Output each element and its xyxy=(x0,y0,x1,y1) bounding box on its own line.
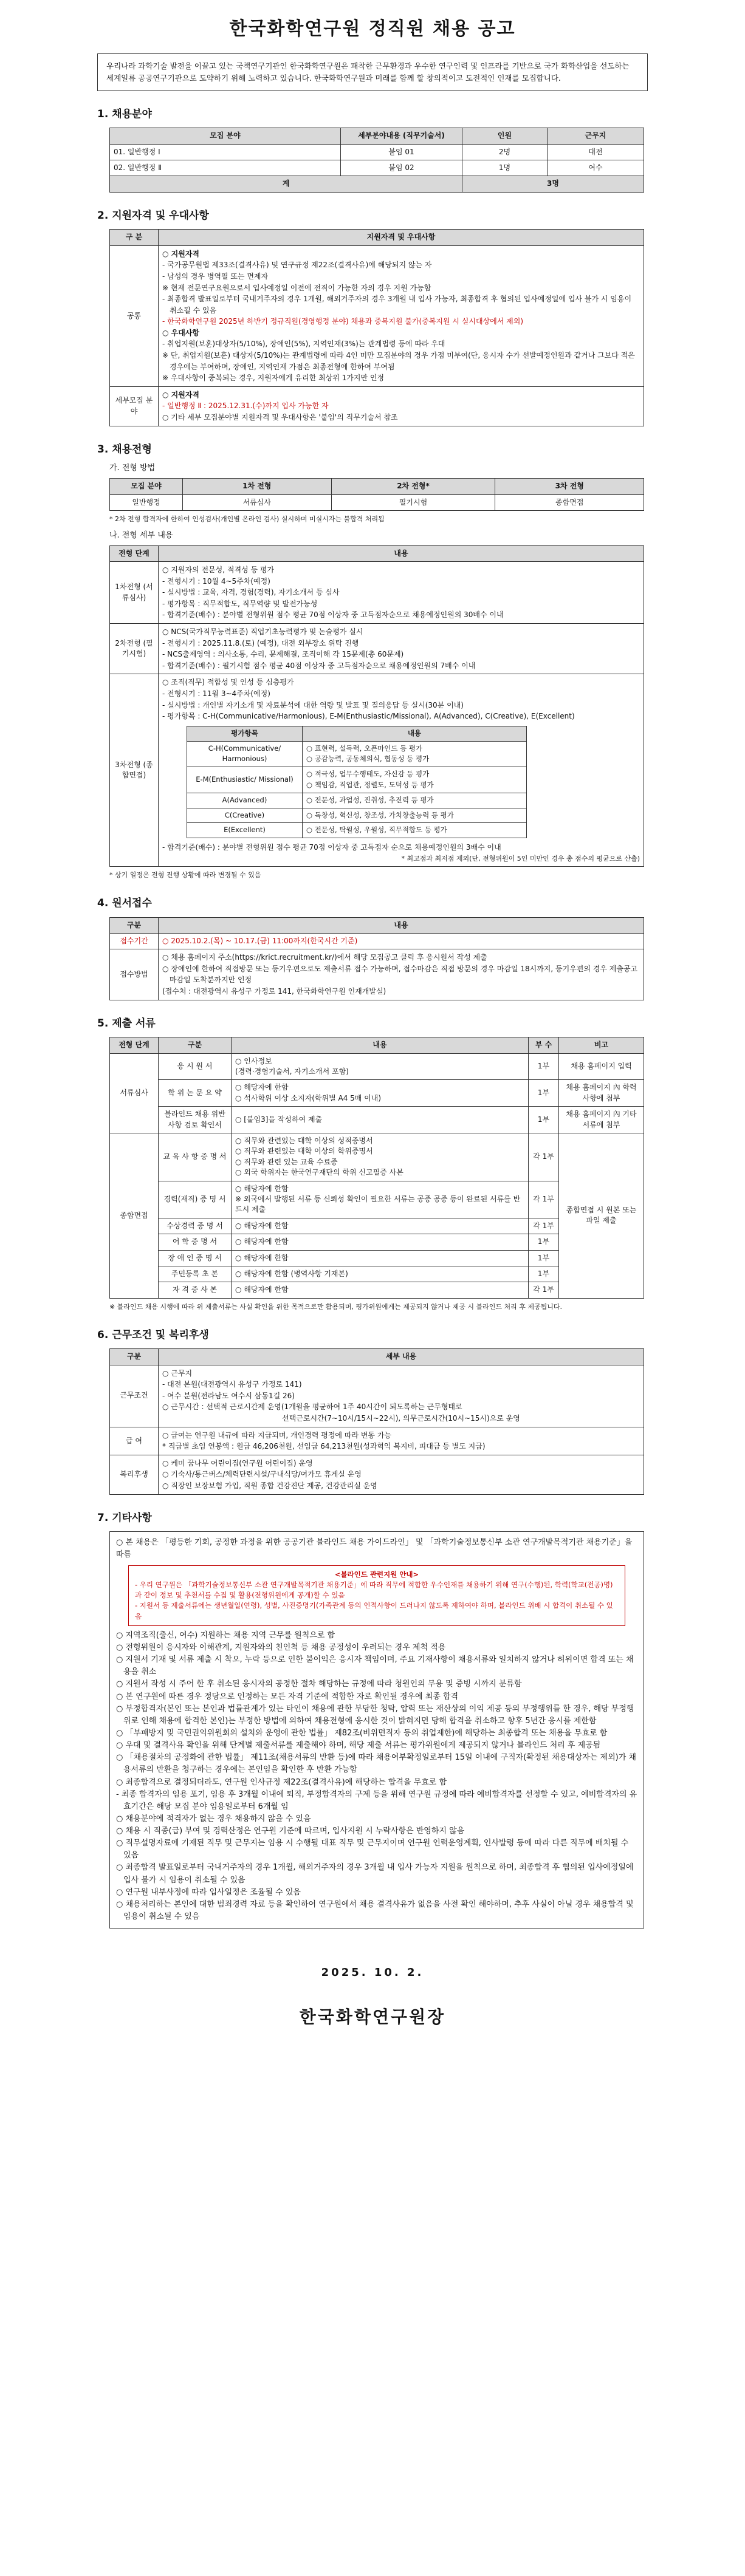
row-label: 공통 xyxy=(110,245,159,386)
cell: 경력(재직) 증 명 서 xyxy=(159,1181,232,1218)
common-qual-list xyxy=(162,248,640,384)
list-item: ○ 지원서 작성 시 주어 한 후 취소된 응시자의 공정한 절차 해당하는 규정에 따라 청원인의 무용 및 증빙 시까지 분류함 xyxy=(116,1679,522,1689)
cell: 서류심사 xyxy=(183,494,332,510)
detail-qual-list xyxy=(162,389,640,423)
cell: ○ 적극성, 업무수행태도, 자신감 등 평가 ○ 책임감, 직업관, 정렬도, 도덕성 등 평가 xyxy=(303,767,527,793)
cell: 채용 홈페이지 內 기타서류에 첨부 xyxy=(559,1107,644,1133)
row-label: 복리후생 xyxy=(110,1455,159,1494)
blind-notice-box xyxy=(128,1565,625,1626)
issuer-name: 한국화학연구원장 xyxy=(299,2007,446,2028)
list-item: - 남성의 경우 병역필 또는 면제자 xyxy=(162,272,269,281)
cell: 수상경력 증 명 서 xyxy=(159,1218,232,1234)
cell: 01. 일반행정 Ⅰ xyxy=(110,144,341,160)
list-item: - 대전 본원(대전광역시 유성구 가정로 141) xyxy=(162,1380,302,1389)
cell: 붙임 02 xyxy=(341,160,462,176)
cell: ○ 해당자에 한함 xyxy=(232,1218,529,1234)
col-header: 전형 단계 xyxy=(110,1037,159,1053)
list-item: ※ 현재 전문연구요원으로서 입사예정일 이전에 전직이 가능한 자의 경우 지원 가능함 xyxy=(162,283,431,292)
list-item: - 실시방법 : 교육, 자격, 경험(경력), 자기소개서 등 심사 xyxy=(162,588,340,597)
cell: 채용 홈페이지 內 학력사항에 첨부 xyxy=(559,1080,644,1107)
col-header: 내용 xyxy=(159,917,644,933)
col-header: 세부 내용 xyxy=(159,1349,644,1365)
list-item: - 평가항목 : 직무적합도, 직무역량 및 발전가능성 xyxy=(162,599,318,608)
col-header: 구분 xyxy=(110,917,159,933)
cell: 계 xyxy=(110,176,462,192)
col-header: 부 수 xyxy=(529,1037,559,1053)
list-item: ※ 단, 취업지원(보훈) 대상자(5/10%)는 관계법령에 따라 4인 미만 모집분야의 경우 가점 미부여(단, 응시자 수가 선발예정인원과 같거나 그보다 적은 경우에는 부여하며, 장애인, 지역인재 가점은 최종전형에 한하여 부여됨 xyxy=(162,351,635,371)
list-item: - 여수 분원(전라남도 여수시 삼동1길 26) xyxy=(162,1391,295,1400)
list-item: ○ 전형위원이 응시자와 이해관계, 지원자와의 친인척 등 채용 공정성이 우려되는 경우 제척 적용 xyxy=(116,1642,446,1652)
cell: ○ 인사정보 (경력·경험기술서, 자기소개서 포함) xyxy=(232,1053,529,1080)
list-item: ○ 급여는 연구원 내규에 따라 지급되며, 개인경력 평정에 따라 변동 가능 xyxy=(162,1430,392,1440)
cell: 2명 xyxy=(462,144,548,160)
intro-box: 우리나라 과학기술 발전을 이끌고 있는 국책연구기관인 한국화학연구원은 패착한 근무환경과 우수한 연구인력 및 인프라를 기반으로 국가 화학산업을 선도하는 세계일류 공공연구기관으로 도약하기 위해 노력하고 있습니다. 한국화학연구원과 미래를 함께 할 창의적이고 도전적인 인재를 모집합니다. xyxy=(97,53,648,91)
application-period: ○ 2025.10.2.(목) ~ 10.17.(금) 11:00까지(한국시간 기준) xyxy=(159,933,644,949)
paragraph: ○ 본 채용은 「평등한 기회, 공정한 과정을 위한 공공기관 블라인드 채용 가이드라인」 및 「과학기술정보통신부 소관 연구개발목적기관 채용기준」을 따름 xyxy=(116,1538,633,1560)
cell: 각 1부 xyxy=(529,1181,559,1218)
process-detail-table xyxy=(109,545,644,867)
cell: 일반행정 xyxy=(110,494,183,510)
cell: E-M(Enthusiastic/ Missional) xyxy=(187,767,303,793)
cell: 3명 xyxy=(462,176,644,192)
list-item: ○ 부정합격자(본인 또는 본인과 법률관계가 있는 타인이 채용에 관한 부당한 청탁, 압력 또는 재산상의 이익 제공 등의 부정행위를 한 경우, 해당 부정행위로 인해 채용에 합격한 본인)는 부정한 방법에 의하여 채용전형에 응시한 것이 밝혀지면 당해 합격을 취소하고 향후 5년간 응시를 제한함 xyxy=(116,1704,634,1726)
list-item: ○ 직무설명자료에 기재된 직무 및 근무지는 임용 시 수행될 대표 직무 및 근무지이며 연구원 인력운영계획, 인사발령 등에 따라 다른 직무에 배치될 수 있음 xyxy=(116,1839,629,1860)
col-header: 세부분야내용 (직무기술서) xyxy=(341,128,462,144)
list-item: ○ 채용 시 직종(급) 부여 및 경력산정은 연구원 기준에 따르며, 입사지원 시 누락사항은 반영하지 않음 xyxy=(116,1826,465,1836)
cell: ○ 해당자에 한함 ※ 외국에서 발행된 서류 등 신뢰성 확인이 필요한 서류는 공증 공증 등이 완료된 서류를 반드시 제출 xyxy=(232,1181,529,1218)
col-header: 2차 전형* xyxy=(331,479,495,494)
cell: 붙임 01 xyxy=(341,144,462,160)
row-label: 급 여 xyxy=(110,1427,159,1455)
cell: 교 육 사 항 증 명 서 xyxy=(159,1133,232,1181)
col-header: 지원자격 및 우대사항 xyxy=(159,230,644,245)
list-item: - 국가공무원법 제33조(결격사유) 및 연구규정 제22조(결격사유)에 해당되지 않는 자 xyxy=(162,261,432,270)
list-item: ○ 지역조직(출신, 여수) 지원하는 채용 지역 근무를 원칙으로 함 xyxy=(116,1630,335,1640)
col-header: 3차 전형 xyxy=(495,479,644,494)
col-header: 비고 xyxy=(559,1037,644,1053)
col-header: 구분 xyxy=(159,1037,232,1053)
notice-title: <블라인드 관련지원 안내> xyxy=(334,1570,419,1579)
qualification-table xyxy=(109,229,644,426)
col-header: 내용 xyxy=(303,726,527,741)
list-item: - 취업지원(보훈)대상자(5/10%), 장애인(5%), 지역인재(3%)는 관계법령 등에 따라 우대 xyxy=(162,340,445,349)
list-item: ○ 「채용절차의 공정화에 관한 법률」 제11조(채용서류의 반환 등)에 따라 채용여부확정일로부터 15일 이내에 구직자(확정된 채용대상자는 제외)가 채용서류의 반환을 청구하는 경우에는 본인임을 확인한 후 반환 가능함 xyxy=(116,1753,636,1775)
list-item: ○ 장애인에 한하여 직접방문 또는 등기우편으로도 제출서류 접수 가능하며, 접수마감은 직접 방문의 경우 마감일 18시까지, 등기우편의 경우 제출공고마감일 도착분까지만 인정 xyxy=(162,964,638,985)
list-item: ○ NCS(국가직무능력표준) 직업기초능력평가 및 논술평가 실시 xyxy=(162,627,363,637)
list-item: - 최종 합격자의 임용 포기, 임용 후 3개월 이내에 퇴직, 부정합격자의 구제 등을 위해 연구원 규정에 따라 예비합격자를 선정할 수 있고, 예비합격자의 유효기간은 해당 모집 분야 임용일로부터 6개월 임 xyxy=(116,1789,637,1811)
list-item: ○ 근무지 xyxy=(162,1368,193,1378)
cell: 대전 xyxy=(548,144,644,160)
list-item: ○ 최종합격으로 결정되더라도, 연구원 인사규정 제22조(결격사유)에 해당하는 합격을 무효로 함 xyxy=(116,1777,447,1787)
cell: 1부 xyxy=(529,1053,559,1080)
cell: 종합면접 시 원본 또는 파일 제출 xyxy=(559,1133,644,1299)
row-label: 접수방법 xyxy=(110,949,159,1000)
cell: 1부 xyxy=(529,1250,559,1266)
cell: ○ 해당자에 한함 xyxy=(232,1282,529,1298)
row-label: 1차전형 (서류심사) xyxy=(110,562,159,624)
list-item: ○ 우대사항 xyxy=(162,328,200,337)
cell: 주민등록 초 본 xyxy=(159,1266,232,1282)
list-item: - 평가항목 : C-H(Communicative/Harmonious), E-M(Enthusiastic/Missional), A(Advanced), C(Creative), E(Excellent) xyxy=(162,712,575,721)
cell: E(Excellent) xyxy=(187,823,303,838)
list-item: * 직급별 초임 연봉액 : 원급 46,206천원, 선임급 64,213천원(성과혁익 복지비, 피대금 등 별도 지급) xyxy=(162,1442,486,1451)
cell: ○ 해당자에 한함 ○ 석사학위 이상 소지자(학위별 A4 5매 이내) xyxy=(232,1080,529,1107)
subheading: 가. 전형 방법 xyxy=(109,463,156,473)
section-7-title: 7. 기타사항 xyxy=(97,1511,152,1524)
cell: 종합면접 xyxy=(495,494,644,510)
list-item: ○ 지원자격 xyxy=(162,249,200,258)
cell: 필기시험 xyxy=(331,494,495,510)
section-1-title: 1. 채용분야 xyxy=(97,108,152,120)
list-item: ○ 조직(직무) 적합성 및 인성 등 심층평가 xyxy=(162,678,294,687)
cell: ○ 해당자에 한함 xyxy=(232,1234,529,1250)
section-4-title: 4. 원서접수 xyxy=(97,897,152,909)
col-header: 평가항목 xyxy=(187,726,303,741)
cell: 1부 xyxy=(529,1107,559,1133)
cell: 블라인드 채용 위반 사항 검토 확인서 xyxy=(159,1107,232,1133)
cell: ○ 해당자에 한함 xyxy=(232,1250,529,1266)
cell: C-H(Communicative/ Harmonious) xyxy=(187,741,303,767)
other-info-list xyxy=(116,1630,637,1923)
cell: 장 애 인 증 명 서 xyxy=(159,1250,232,1266)
cell: ○ 전문성, 과업성, 진취성, 추진력 등 평가 xyxy=(303,793,527,808)
cell: C(Creative) xyxy=(187,808,303,823)
documents-table xyxy=(109,1037,644,1298)
cell: ○ 독창성, 혁신성, 창조성, 가치창출능력 등 평가 xyxy=(303,808,527,823)
row-label: 2차전형 (필기시험) xyxy=(110,624,159,674)
col-header: 근무지 xyxy=(548,128,644,144)
notice-body: - 우리 연구원은 「과학기술정보통신부 소관 연구개발목적기관 채용기준」에 따라 직무에 적합한 우수인재를 채용하기 위해 연구(수행)된, 학력(학교(전공)명)과 같이 정보 및 추천서를 수집 및 활용(전형위원에게 공개)할 수 있음 - 지원서 등 제출서류에는 생년월일(연령), 성별, 사진증명기(가족관계 등의 인적사항이 드러나지 않도록 제하여야 하며, 블라인드 위배 시 합격이 취소될 수 있음 xyxy=(135,1580,613,1621)
list-item: - 합격기준(배수) : 분야별 전형위원 점수 평균 70점 이상자 중 고득점자 순으로 채용예정인원의 3배수 이내 xyxy=(162,843,501,852)
list-item: ○ 케미 꿈나무 어린이집(연구원 어린이집) 운영 xyxy=(162,1458,313,1467)
page-title: 한국화학연구원 정직원 채용 공고 xyxy=(229,18,516,39)
cell: ○ 전문성, 탁월성, 우월성, 직무적합도 등 평가 xyxy=(303,823,527,838)
conditions-table xyxy=(109,1348,644,1494)
section-2-title: 2. 지원자격 및 우대사항 xyxy=(97,209,209,222)
cell: 응 시 원 서 xyxy=(159,1053,232,1080)
field-table xyxy=(109,128,644,193)
list-item: - 전형시기 : 11월 3~4주차(예정) xyxy=(162,689,270,699)
row-label: 근무조건 xyxy=(110,1365,159,1427)
cell: ○ 직무와 관련있는 대학 이상의 성적증명서 ○ 직무와 관련있는 대학 이상의 학위증명서 ○ 직무와 관련 있는 교육 수료증 ○ 외국 학위자는 한국연구재단의 학위 신고필증 사본 xyxy=(232,1133,529,1181)
list-item: - 최종합격 발표일로부터 국내거주자의 경우 1개월, 해외거주자의 경우 3개월 내 입사 가능자, 최종합격 후 협의된 입사예정일에 입사 불가 시 임용이 취소될 수 있음 xyxy=(162,295,632,315)
announcement-date: 2025. 10. 2. xyxy=(321,1966,424,1980)
list-item: ○ 지원자의 전문성, 적격성 등 평가 xyxy=(162,565,275,575)
list-item: ○ 근무시간 : 선택적 근로시간제 운영(1개월을 평균하여 1주 40시간이 되도록하는 근무형태로 xyxy=(162,1402,462,1412)
list-item: - 합격기준(배수) : 분야별 전형위원 점수 평균 70점 이상자 중 고득점자순으로 채용예정인원의 30배수 이내 xyxy=(162,610,504,620)
list-item: ※ 우대사항이 중복되는 경우, 지원자에게 유리한 최상위 1가지만 인정 xyxy=(162,374,385,383)
table-row xyxy=(110,160,644,176)
cell: 각 1부 xyxy=(529,1133,559,1181)
cell: ○ [붙임3]을 작성하여 제출 xyxy=(232,1107,529,1133)
cell: 여수 xyxy=(548,160,644,176)
footnote: * 2차 전형 합격자에 한하여 인성검사(개인별 온라인 검사) 실시하며 미실시자는 불합격 처리됨 xyxy=(109,514,385,523)
cell: 어 학 증 명 서 xyxy=(159,1234,232,1250)
table-row xyxy=(110,144,644,160)
footnote: * 상기 일정은 전형 진행 상황에 따라 변경될 수 있음 xyxy=(109,870,261,879)
cell: 1부 xyxy=(529,1266,559,1282)
list-item: - 합격기준(배수) : 필기시험 점수 평균 40점 이상자 중 고득점자순으로 채용예정인원의 7배수 이내 xyxy=(162,661,476,670)
list-item: ○ 본 연구원에 따른 경우 정당으로 인정하는 모든 자격 기준에 적합한 자로 확인될 경우에 최종 합격 xyxy=(116,1692,459,1701)
list-item: - 실시방법 : 개인별 자기소개 및 자료분석에 대한 역량 및 발표 및 질의응답 등 실시(30분 이내) xyxy=(162,700,464,709)
col-header: 1차 전형 xyxy=(183,479,332,494)
cell: A(Advanced) xyxy=(187,793,303,808)
process-table xyxy=(109,478,644,511)
row-label: 서류심사 xyxy=(110,1053,159,1133)
list-item: ○ 지원자격 xyxy=(162,390,200,399)
col-header: 구분 xyxy=(110,1349,159,1365)
list-item: ○ 기타 세부 모집분야별 지원자격 및 우대사항은 '붙임'의 직무기술서 참조 xyxy=(162,413,398,422)
section-6-title: 6. 근무조건 및 복리후생 xyxy=(97,1328,209,1341)
cell: 1부 xyxy=(529,1080,559,1107)
col-header: 인원 xyxy=(462,128,548,144)
list-item: ○ 채용분야에 적격자가 없는 경우 채용하지 않을 수 있음 xyxy=(116,1814,311,1823)
list-item: - 일반행정 Ⅱ : 2025.12.31.(수)까지 입사 가능한 자 xyxy=(162,401,329,411)
cell: 02. 일반행정 Ⅱ xyxy=(110,160,341,176)
list-item: (접수처 : 대전광역시 유성구 가정로 141, 한국화학연구원 인재개발실) xyxy=(162,987,386,996)
list-item: - 한국화학연구원 2025년 하반기 정규직원(경영행정 분야) 채용과 중복지원 불가(중복지원 시 실시대상에서 제외) xyxy=(162,317,524,326)
cell: 1부 xyxy=(529,1234,559,1250)
list-item: - 전형시기 : 10월 4~5주차(예정) xyxy=(162,576,270,586)
col-header: 내용 xyxy=(232,1037,529,1053)
criteria-table xyxy=(187,726,527,839)
list-item: ○ 채용 홈페이지 주소(https://krict.recruitment.kr/)에서 해당 모집공고 클릭 후 응시원서 작성 제출 xyxy=(162,953,487,962)
cell: 1명 xyxy=(462,160,548,176)
cell: 학 위 논 문 요 약 xyxy=(159,1080,232,1107)
list-item: ○ 최종합격 발표일로부터 국내거주자의 경우 1개월, 해외거주자의 경우 3개월 내 입사 가능자 지원을 원칙으로 하며, 최종합격 후 협의된 입사예정일에 입사 불가 시 임용이 취소될 수 있음 xyxy=(116,1863,634,1885)
row-label: 세부모집 분야 xyxy=(110,386,159,426)
cell: ○ 해당자에 한함 (병역사항 기재본) xyxy=(232,1266,529,1282)
col-header: 모집 분야 xyxy=(110,479,183,494)
list-item: - NCS출제영역 : 의사소통, 수리, 문제해결, 조직이해 각 15문제(총 60문제) xyxy=(162,650,404,659)
cell: 각 1부 xyxy=(529,1282,559,1298)
row-label: 접수기간 xyxy=(110,933,159,949)
section-3-title: 3. 채용전형 xyxy=(97,443,152,456)
col-header: 전형 단계 xyxy=(110,545,159,561)
list-item: ○ 채용처리하는 본인에 대한 범죄경력 자료 등을 확인하여 연구원에서 채용 결격사유가 없음을 사전 확인 해야하며, 추후 사실이 아닐 경우 채용합격 및 임용이 취소될 수 있음 xyxy=(116,1899,634,1922)
row-label: 3차전형 (종합면접) xyxy=(110,674,159,867)
footnote: * 최고점과 최저점 제외(단, 전형위원이 5인 미만인 경우 총 점수의 평균으로 산출) xyxy=(401,854,640,863)
subheading: 나. 전형 세부 내용 xyxy=(109,530,173,540)
cell: 각 1부 xyxy=(529,1218,559,1234)
col-header: 내용 xyxy=(159,545,644,561)
col-header: 구 분 xyxy=(110,230,159,245)
cell: 채용 홈페이지 입력 xyxy=(559,1053,644,1080)
other-info-box xyxy=(109,1531,644,1929)
col-header: 모집 분야 xyxy=(110,128,341,144)
row-label: 종합면접 xyxy=(110,1133,159,1299)
list-item: ○ 「부패방지 및 국민권익위원회의 설치와 운영에 관한 법률」 제82조(비위면직자 등의 취업제한)에 해당하는 최종합격 또는 채용을 무효로 함 xyxy=(116,1728,608,1738)
list-item: ○ 직장인 보장보험 가입, 직원 종합 건강진단 제공, 건강관리실 운영 xyxy=(162,1481,377,1491)
list-item: ○ 기숙사/통근버스/체력단련시설/구내식당/여가모 휴게실 운영 xyxy=(162,1470,362,1479)
section-5-title: 5. 제출 서류 xyxy=(97,1017,156,1030)
list-item: 선택근로시간(7~10시/15시~22시), 의무근로시간(10시~15시)으로 운영 xyxy=(282,1414,520,1423)
table-row xyxy=(110,494,644,510)
list-item: ○ 지원서 기재 및 서류 제출 시 착오, 누락 등으로 인한 불이익은 응시자 책임이며, 주요 기재사항이 채용서류와 일치하지 않거나 허위이면 합격 또는 채용을 취소 xyxy=(116,1655,634,1677)
total-row xyxy=(110,176,644,192)
footnote: ※ 블라인드 채용 시행에 따라 위 제출서류는 사실 확인을 위한 목적으로만 활용되며, 평가위원에게는 제공되지 않거나 제공 시 블라인드 처리 후 제공됩니다. xyxy=(109,1302,562,1311)
list-item: ○ 연구원 내부사정에 따라 입사일정은 조율될 수 있음 xyxy=(116,1887,301,1897)
list-item: - 전형시기 : 2025.11.8.(토) (예정), 대전 외부장소 위탁 진행 xyxy=(162,638,359,647)
application-table xyxy=(109,917,644,1000)
cell: ○ 표현력, 설득력, 오픈마인드 등 평가 ○ 공감능력, 공동체의식, 협동성 등 평가 xyxy=(303,741,527,767)
cell: 자 격 증 사 본 xyxy=(159,1282,232,1298)
list-item: ○ 우대 및 결격사유 확인을 위해 단계별 제출서류를 제출해야 하며, 해당 제출 서류는 평가위원에게 제공되지 않거나 블라인드 처리 후 제공됨 xyxy=(116,1741,601,1751)
